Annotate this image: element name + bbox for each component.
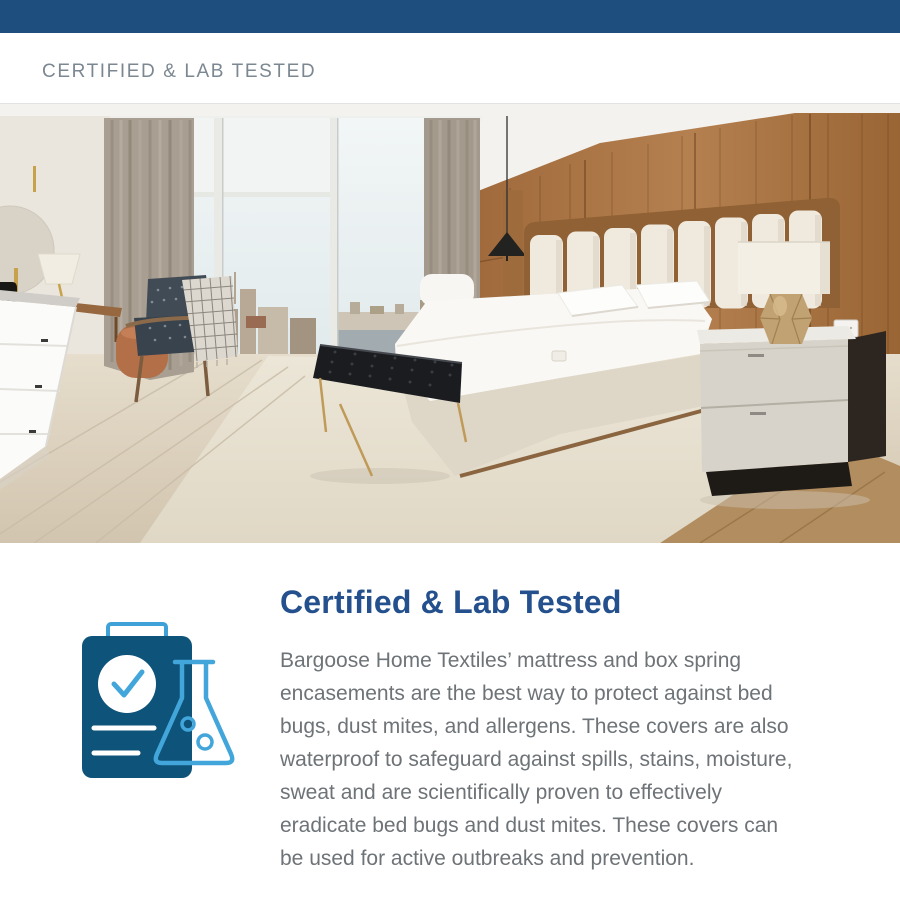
- body-line: Bargoose Home Textiles’ mattress and box spring: [280, 649, 742, 672]
- body-line: waterproof to safeguard against spills, stains, moisture,: [280, 748, 793, 771]
- body-line: be used for active outbreaks and prevention.: [280, 847, 695, 870]
- bedroom-photo: [0, 103, 900, 543]
- section-heading: Certified & Lab Tested: [280, 584, 622, 620]
- eyebrow-heading: CERTIFIED & LAB TESTED: [42, 61, 317, 82]
- description-block: [280, 584, 880, 875]
- section-body: [280, 644, 880, 875]
- body-line: encasements are the best way to protect against bed: [280, 682, 773, 705]
- body-line: bugs, dust mites, and allergens. These covers are also: [280, 715, 789, 738]
- top-accent-bar: [0, 0, 900, 33]
- body-line: sweat and are scientifically proven to effectively: [280, 781, 723, 804]
- body-line: eradicate bed bugs and dust mites. These covers can: [280, 814, 779, 837]
- check-circle: [98, 655, 156, 713]
- certified-lab-icon: [78, 620, 238, 788]
